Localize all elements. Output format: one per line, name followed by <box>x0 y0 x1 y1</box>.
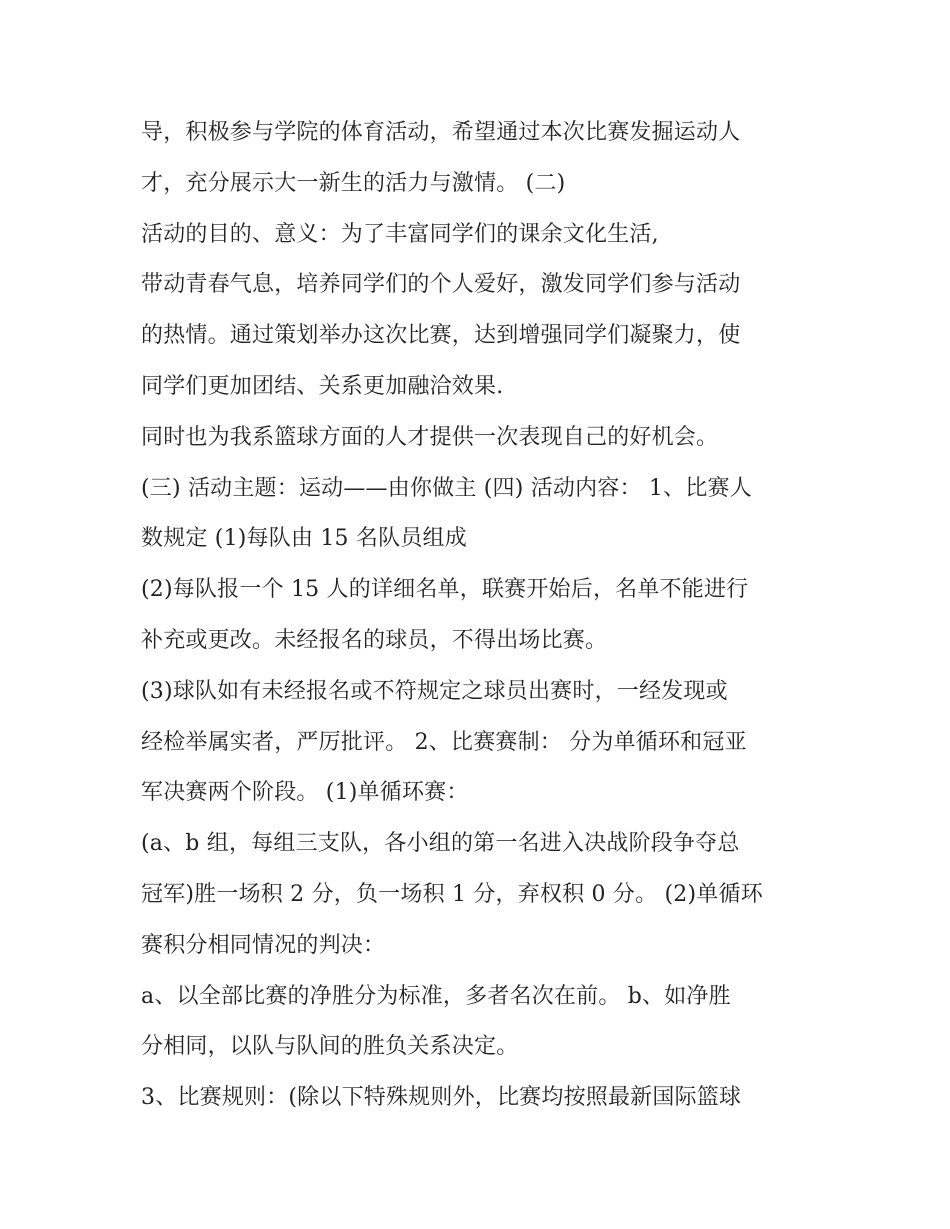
text-line: 同时也为我系篮球方面的人才提供一次表现自己的好机会。 <box>141 424 719 450</box>
text-line: (a、b 组，每组三支队，各小组的第一名进入决战阶段争夺总 <box>141 831 740 857</box>
document-body <box>141 108 821 1124</box>
text-line: 活动的目的、意义：为了丰富同学们的课余文化生活, <box>141 221 659 247</box>
text-line: 分相同，以队与队间的胜负关系决定。 <box>141 1034 519 1060</box>
text-line: 数规定 (1)每队由 15 名队员组成 <box>141 526 467 552</box>
text-line: 补充或更改。未经报名的球员，不得出场比赛。 <box>141 627 608 653</box>
text-line: 才，充分展示大一新生的活力与激情。 (二) <box>141 170 566 196</box>
text-line: (3)球队如有未经报名或不符规定之球员出赛时，一经发现或 <box>141 678 728 704</box>
text-line: a、以全部比赛的净胜分为标准，多者名次在前。 b、如净胜 <box>141 983 731 1009</box>
text-line: (三) 活动主题：运动——由你做主 (四) 活动内容： 1、比赛人 <box>141 475 752 501</box>
text-line: 的热情。通过策划举办这次比赛，达到增强同学们凝聚力，使 <box>141 323 741 349</box>
text-line: 冠军)胜一场积 2 分，负一场积 1 分，弃权积 0 分。 (2)单循环 <box>141 881 763 907</box>
text-line: 同学们更加团结、关系更加融洽效果. <box>141 373 504 399</box>
text-line: 导，积极参与学院的体育活动，希望通过本次比赛发掘运动人 <box>141 120 741 145</box>
text-line: 经检举属实者，严厉批评。 2、比赛赛制： 分为单循环和冠亚 <box>141 729 747 755</box>
text-line: (2)每队报一个 15 人的详细名单，联赛开始后，名单不能进行 <box>141 577 749 603</box>
text-line: 赛积分相同情况的判决： <box>141 932 386 958</box>
text-line: 3、比赛规则：(除以下特殊规则外，比赛均按照最新国际篮球 <box>141 1085 742 1111</box>
text-line: 军决赛两个阶段。 (1)单循环赛： <box>141 780 469 806</box>
text-line: 带动青春气息，培养同学们的个人爱好，激发同学们参与活动 <box>141 272 741 298</box>
